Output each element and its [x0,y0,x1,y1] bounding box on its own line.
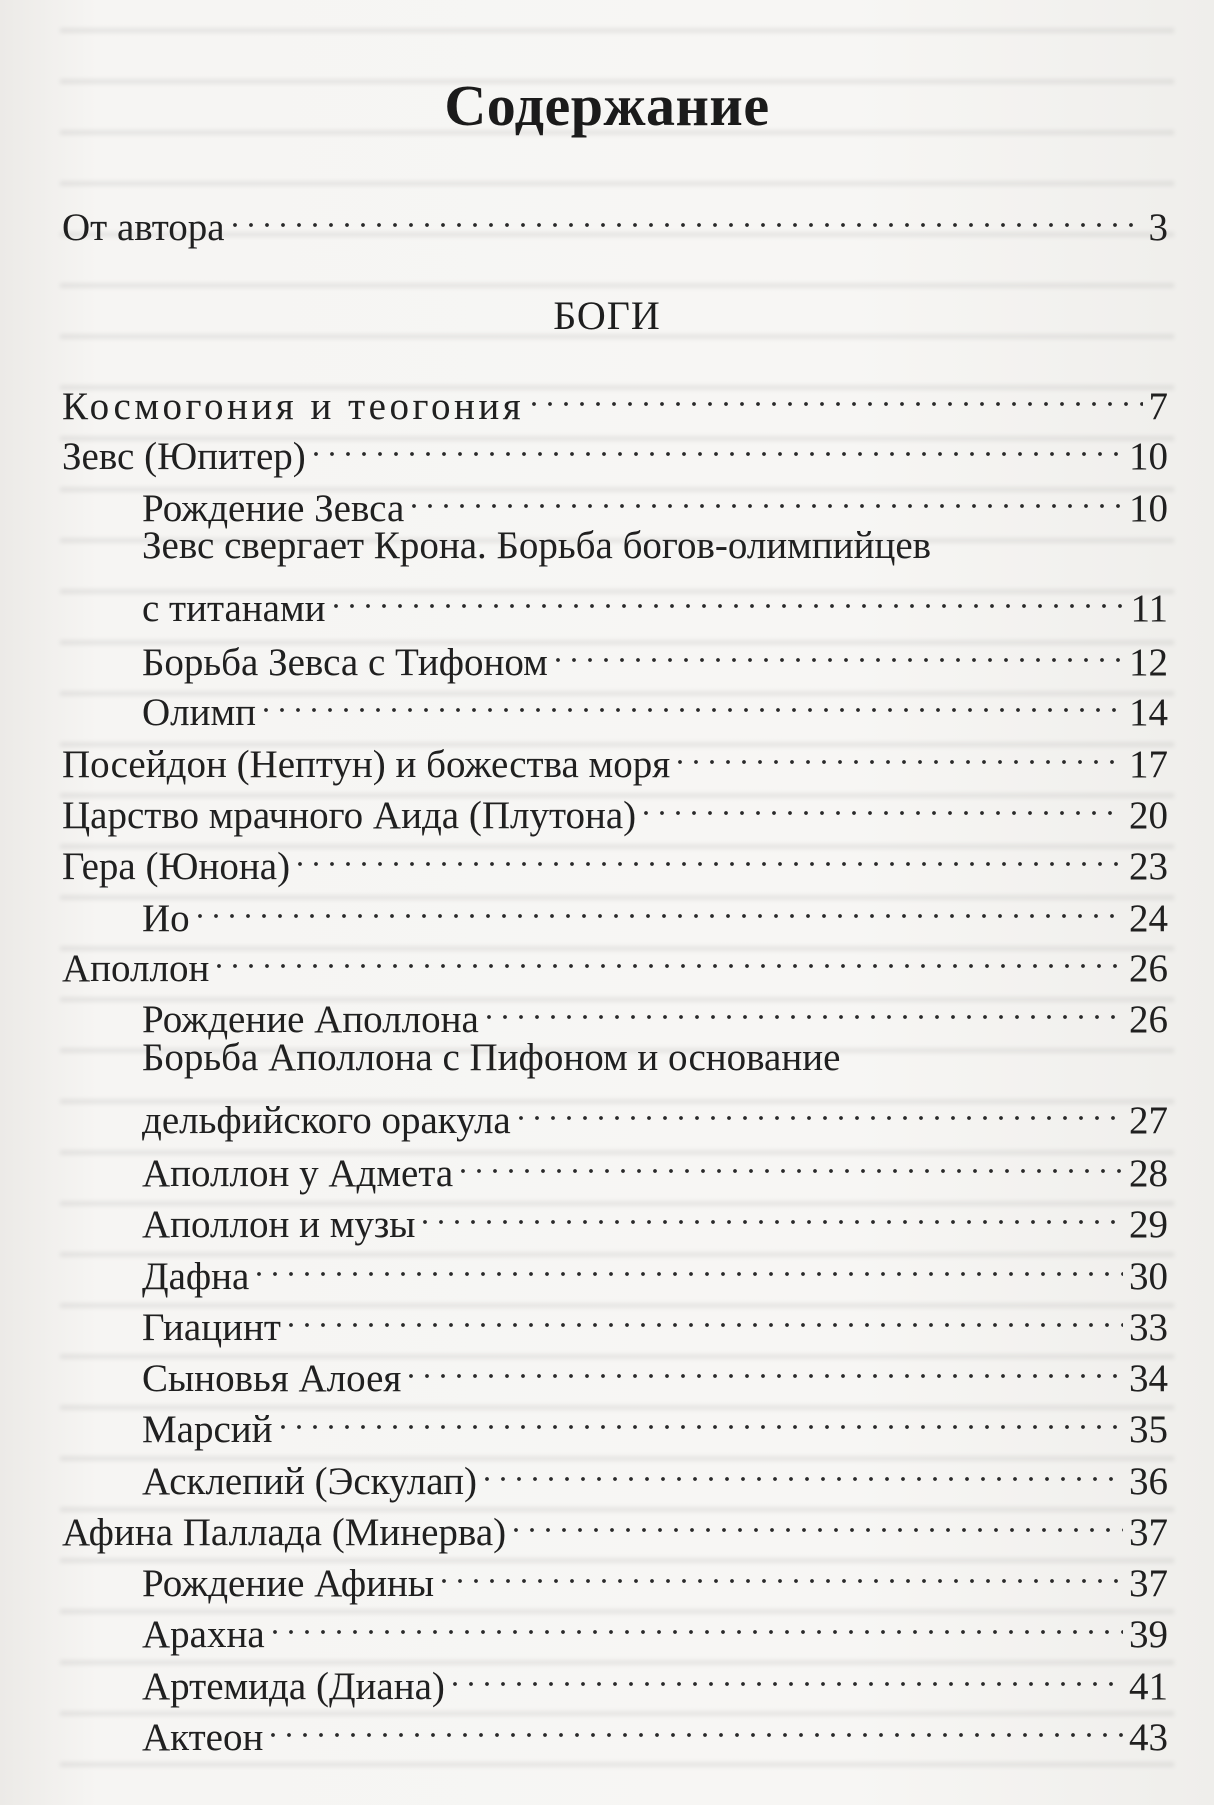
toc-label: Аполлон у Адмета [142,1152,454,1195]
toc-entry-apollon-u-admeta[interactable] [142,1136,1168,1195]
toc-label: Марсий [142,1408,273,1451]
toc-page-number: 11 [1130,587,1168,630]
toc-entry-marsiy[interactable] [142,1392,1168,1451]
leader-dots [461,1136,1125,1186]
toc-page-number: 12 [1129,641,1168,684]
toc-label-first-line: Зевс свергает Крона. Борьба богов-олимпийцев [142,524,932,567]
leader-dots [556,625,1125,675]
toc-page-number: 24 [1129,897,1168,940]
toc-entry-ot-avtora[interactable] [62,190,1168,249]
toc-label: Дафна [142,1255,250,1298]
toc-page-number: 39 [1129,1613,1168,1656]
toc-label: Аполлон и музы [142,1203,416,1246]
toc-label: Рождение Афины [142,1562,435,1605]
toc-entry-zevs[interactable] [62,419,1168,478]
toc-page-number: 26 [1129,998,1168,1041]
toc-label-first-line: Борьба Аполлона с Пифоном и основание [142,1036,841,1079]
toc-entry-io[interactable] [142,881,1168,940]
leader-dots [264,675,1125,725]
toc-page-number: 27 [1129,1099,1168,1142]
toc-entry-rozhdenie-apollona[interactable] [142,982,1168,1041]
toc-label: Рождение Зевса [142,487,405,530]
toc-page-number: 29 [1129,1203,1168,1246]
toc-page-number: 33 [1129,1306,1168,1349]
toc-label: Олимп [142,691,257,734]
leader-dots [442,1546,1125,1596]
section-heading: БОГИ [553,293,661,338]
leader-dots [198,881,1125,931]
toc-label: Борьба Зевса с Тифоном [142,641,548,684]
toc-entry-borba-s-tifonom[interactable] [142,625,1168,684]
toc-entry-kosmogoniya[interactable] [62,369,1168,428]
toc-entry-dafna[interactable] [142,1239,1168,1298]
toc-label: Сыновья Алоея [142,1357,402,1400]
leader-dots [409,1341,1125,1391]
toc-entry-poseidon[interactable] [62,727,1168,786]
toc-label: Рождение Аполлона [142,998,479,1041]
leader-dots [453,1649,1125,1699]
toc-page-number: 35 [1129,1408,1168,1451]
toc-page-number: 37 [1129,1511,1168,1554]
leader-dots [271,1700,1125,1750]
toc-label: с титанами [142,587,326,630]
toc-label: Зевс (Юпитер) [62,435,306,478]
leader-dots [519,1083,1125,1133]
toc-entry-zevs-svergaet-krona[interactable] [142,521,1168,630]
toc-label: Афина Паллада (Минерва) [62,1511,507,1554]
toc-entry-olimp[interactable] [142,675,1168,734]
toc-page-number: 36 [1129,1460,1168,1503]
leader-dots [298,829,1125,879]
toc-label: Артемида (Диана) [142,1665,445,1708]
toc-page-number: 30 [1129,1255,1168,1298]
toc-entry-arakhna[interactable] [142,1597,1168,1656]
toc-entry-synovya-aloeya[interactable] [142,1341,1168,1400]
toc-entry-artemida[interactable] [142,1649,1168,1708]
toc-entry-asklepiy[interactable] [142,1444,1168,1503]
toc-label: Актеон [142,1716,264,1759]
toc-entry-borba-s-pifonom[interactable] [142,1033,1168,1142]
leader-dots [423,1187,1125,1237]
toc-page-number: 10 [1129,487,1168,530]
toc-label: Асклепий (Эскулап) [142,1460,477,1503]
toc-label: Гера (Юнона) [62,845,291,888]
leader-dots [644,778,1125,828]
toc-label: дельфийского оракула [142,1099,511,1142]
toc-label: Арахна [142,1613,265,1656]
toc-page-number: 34 [1129,1357,1168,1400]
leader-dots [314,419,1125,469]
toc-label: Ио [142,897,190,940]
leader-dots [412,471,1125,521]
toc-label: Царство мрачного Аида (Плутона) [62,794,637,837]
leader-dots [257,1239,1125,1289]
leader-dots [485,1444,1125,1494]
toc-page-number: 26 [1129,947,1168,990]
toc-label: Посейдон (Нептун) и божества моря [62,743,671,786]
toc-entry-apollon-i-muzy[interactable] [142,1187,1168,1246]
toc-entry-akteon[interactable] [142,1700,1168,1759]
toc-entry-apollon[interactable] [62,931,1168,990]
toc-page-number: 7 [1148,385,1168,428]
toc-label: Космогония и теогония [62,385,525,428]
toc-page-number: 20 [1129,794,1168,837]
toc-page-number: 37 [1129,1562,1168,1605]
leader-dots [281,1392,1125,1442]
toc-label: От автора [62,206,225,249]
toc-page-number: 41 [1129,1665,1168,1708]
leader-dots [273,1597,1125,1647]
toc-page-number: 28 [1129,1152,1168,1195]
toc-page-number: 10 [1129,435,1168,478]
toc-page-number: 14 [1129,691,1168,734]
toc-page-number: 3 [1148,206,1168,249]
toc-label: Аполлон [62,947,210,990]
toc-label: Гиацинт [142,1306,281,1349]
leader-dots [532,369,1144,419]
leader-dots [487,982,1125,1032]
toc-entry-rozhdenie-afiny[interactable] [142,1546,1168,1605]
leader-dots [217,931,1125,981]
toc-page-number: 17 [1129,743,1168,786]
page-title: Содержание [444,73,770,138]
toc-page-number: 23 [1129,845,1168,888]
leader-dots [514,1495,1125,1545]
toc-page-number: 43 [1129,1716,1168,1759]
leader-dots [678,727,1125,777]
toc-entry-rozhdenie-zevsa[interactable] [142,471,1168,530]
leader-dots [289,1290,1125,1340]
leader-dots [334,571,1127,621]
toc-entry-afina-pallada[interactable] [62,1495,1168,1554]
toc-entry-tsarstvo-aida[interactable] [62,778,1168,837]
toc-entry-gera[interactable] [62,829,1168,888]
leader-dots [233,190,1145,240]
toc-entry-giatsint[interactable] [142,1290,1168,1349]
